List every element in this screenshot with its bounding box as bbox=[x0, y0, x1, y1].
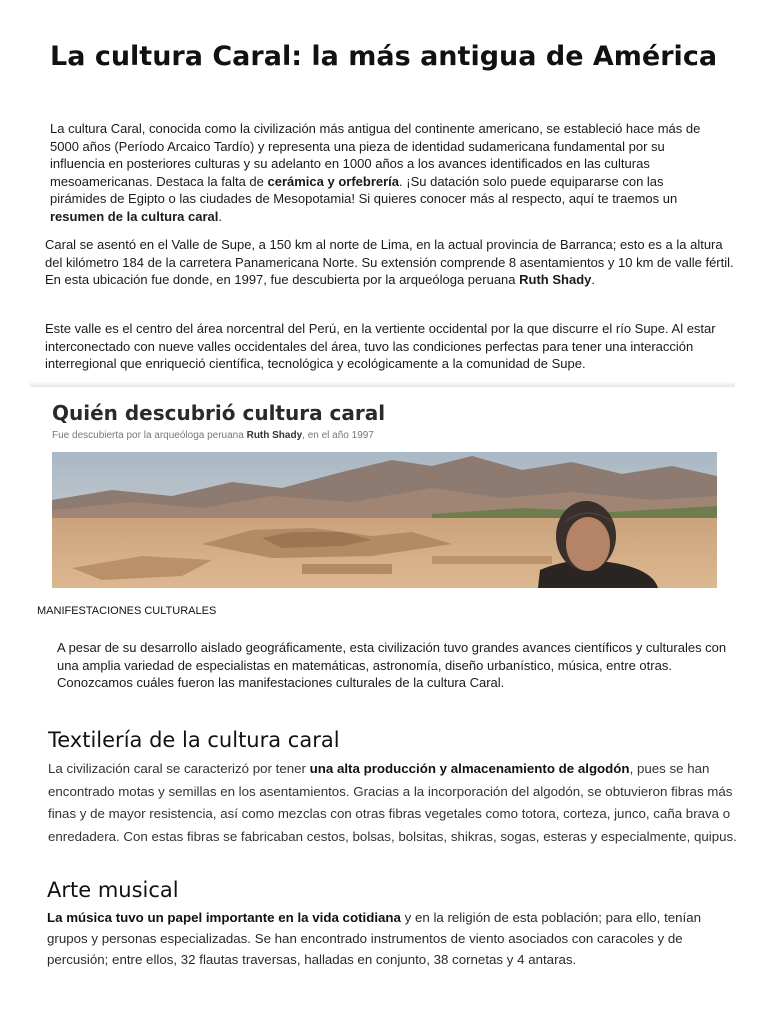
image-card-title: Quién descubrió cultura caral bbox=[52, 401, 386, 425]
textile-bold-cotton: una alta producción y almacenamiento de algodón bbox=[309, 761, 630, 776]
textile-paragraph: La civilización caral se caracterizó por tener una alta producción y almacenamiento de algodón, pues se han encontrado motas y semillas en los asentamientos. Gracias a la incorporación del algodón, se obtuvieron fibras más finas y de mayor resistencia, así como mezclas con otras fibras vegetales como totora, corteza, junco, caña brava o enredadera. Con estas fibras se fabricaban cestos, bolsas, bolsitas, shikras, sogas, esteras y especialmente, quipus. bbox=[48, 761, 737, 844]
manifestations-label: MANIFESTACIONES CULTURALES bbox=[37, 605, 217, 617]
article-title: La cultura Caral: la más antigua de América bbox=[50, 41, 718, 72]
textile-heading: Textilería de la cultura caral bbox=[48, 728, 340, 752]
location-paragraph: Caral se asentó en el Valle de Supe, a 150 km al norte de Lima, en la actual provincia de Barranca; esto es a la altura del kilómetro 184 de la carretera Panamericana Norte. Su extensión comprende 8 asentamientos y 10 km de valle fértil. En esta ubicación fue donde, en 1997, fue descubierta por la arqueóloga peruana Ruth Shady. bbox=[45, 237, 734, 287]
location-bold-name: Ruth Shady bbox=[519, 272, 592, 287]
intro-bold-ceramics: cerámica y orfebrería bbox=[267, 173, 400, 189]
caral-landscape-photo bbox=[52, 452, 717, 588]
valley-paragraph: Este valle es el centro del área norcentral del Perú, en la vertiente occidental por la que discurre el río Supe. Al estar interconectado con nueve valles occidentales del área, tuvo las condiciones perfectas para tener una interacción interregional que enriqueció científica, tecnológica y ecológicamente a la comunidad de Supe. bbox=[45, 321, 716, 371]
manifestations-paragraph: A pesar de su desarrollo aislado geográficamente, esta civilización tuvo grandes avances científicos y culturales con una amplia variedad de especialistas en matemáticas, astronomía, diseño urbanístico, música, entre otras. Conozcamos cuáles fueron las manifestaciones culturales de la cultura Caral. bbox=[57, 640, 727, 690]
music-bold-lead: La música tuvo un papel importante en la vida cotidiana bbox=[47, 910, 401, 925]
section-divider bbox=[30, 381, 735, 387]
music-heading: Arte musical bbox=[47, 878, 179, 902]
image-card-caption: Fue descubierta por la arqueóloga peruana Ruth Shady, en el año 1997 bbox=[52, 430, 374, 441]
music-paragraph: La música tuvo un papel importante en la vida cotidiana y en la religión de esta población; para ello, tenían grupos y personas especializadas. Se han encontrado instrumentos de viento asociados con caracoles y de percusión; entre ellos, 32 flautas traversas, halladas en conjunto, 38 cornetas y 4 antaras. bbox=[47, 910, 702, 967]
intro-paragraph: La cultura Caral, conocida como la civilización más antigua del continente americano, se estableció hace más de 5000 años (Período Arcaico Tardío) y representa una pieza de identidad sudamericana fundamental por su influencia en posteriores culturas y su adelanto en 1000 años a los avances identificados en las culturas mesoamericanas. Destaca la falta de cerámica y orfebrería. ¡Su datación solo puede equipararse con las pirámides de Egipto o las ciudades de Mesopotamia! Si quieres conocer más al respecto, aquí te traemos un resumen de la cultura caral. bbox=[50, 121, 701, 224]
intro-bold-summary: resumen de la cultura caral bbox=[50, 208, 219, 224]
